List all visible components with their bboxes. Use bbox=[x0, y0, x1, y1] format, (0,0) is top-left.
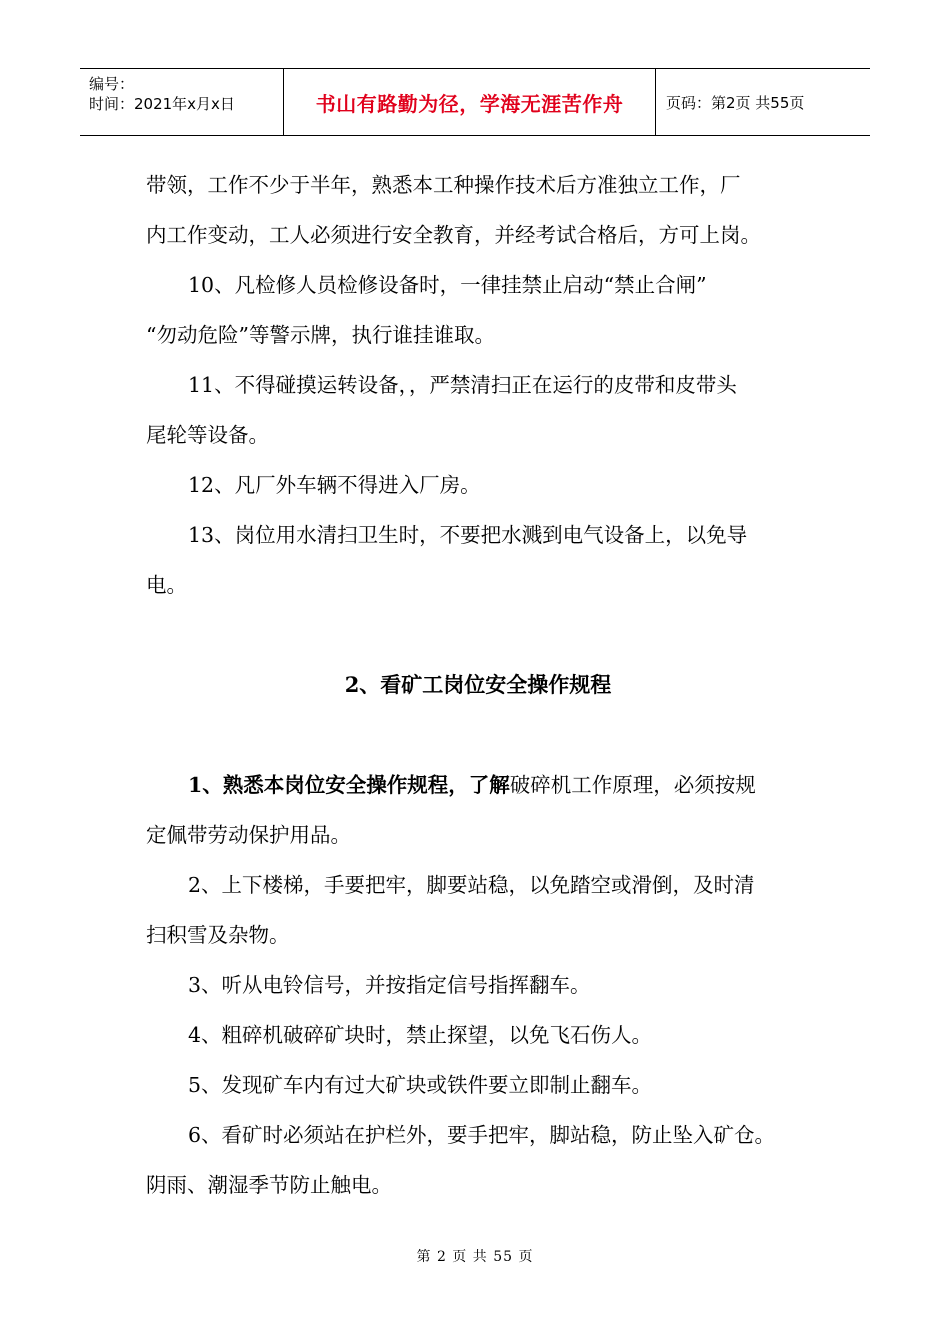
section-title: 2、看矿工岗位安全操作规程 bbox=[344, 672, 612, 697]
rule-13: 13、岗位用水清扫卫生时，不要把水溅到电气设备上，以免导 bbox=[188, 523, 748, 547]
section-rule-1-bold: 1、熟悉本岗位安全操作规程，了解 bbox=[188, 773, 510, 797]
rule-11-cont: 尾轮等设备。 bbox=[146, 423, 269, 447]
rule-12: 12、凡厂外车辆不得进入厂房。 bbox=[188, 473, 481, 497]
section-rule-1-cont: 定佩带劳动保护用品。 bbox=[146, 823, 351, 847]
document-body bbox=[146, 160, 810, 1210]
page-info-text: 页码：第2页 共55页 bbox=[666, 93, 805, 112]
section-rule-1 bbox=[146, 760, 810, 810]
paragraph-line: 带领，工作不少于半年，熟悉本工种操作技术后方准独立工作，厂 bbox=[146, 173, 741, 197]
paragraph-line: 内工作变动，工人必须进行安全教育，并经考试合格后，方可上岗。 bbox=[146, 223, 761, 247]
header-page-info bbox=[656, 69, 870, 135]
page-footer: 第 2 页 共 55 页 bbox=[416, 1249, 534, 1265]
page-header bbox=[80, 68, 870, 136]
section-rule-3: 3、听从电铃信号，并按指定信号指挥翻车。 bbox=[188, 973, 591, 997]
section-rule-5: 5、发现矿车内有过大矿块或铁件要立即制止翻车。 bbox=[188, 1073, 653, 1097]
header-meta bbox=[80, 69, 283, 135]
section-rule-6: 6、看矿时必须站在护栏外，要手把牢，脚站稳，防止坠入矿仓。 bbox=[188, 1123, 776, 1147]
header-motto-cell bbox=[283, 69, 656, 135]
document-time: 时间：2021年x月x日 bbox=[89, 95, 235, 113]
header-motto: 书山有路勤为径，学海无涯苦作舟 bbox=[315, 91, 624, 116]
rule-10: 10、凡检修人员检修设备时，一律挂禁止启动“禁止合闸” bbox=[188, 273, 707, 297]
rule-10-cont: “勿动危险”等警示牌，执行谁挂谁取。 bbox=[146, 323, 495, 347]
section-rule-1-rest: 破碎机工作原理，必须按规 bbox=[509, 773, 756, 797]
document-number-label: 编号： bbox=[89, 75, 135, 93]
section-rule-2: 2、上下楼梯，手要把牢，脚要站稳，以免踏空或滑倒，及时清 bbox=[188, 873, 755, 897]
section-rule-4: 4、粗碎机破碎矿块时，禁止探望，以免飞石伤人。 bbox=[188, 1023, 653, 1047]
rule-13-cont: 电。 bbox=[146, 573, 187, 597]
rule-11: 11、不得碰摸运转设备，，严禁清扫正在运行的皮带和皮带头 bbox=[188, 373, 737, 397]
section-rule-2-cont: 扫积雪及杂物。 bbox=[146, 923, 290, 947]
section-rule-6-cont: 阴雨、潮湿季节防止触电。 bbox=[146, 1173, 392, 1197]
